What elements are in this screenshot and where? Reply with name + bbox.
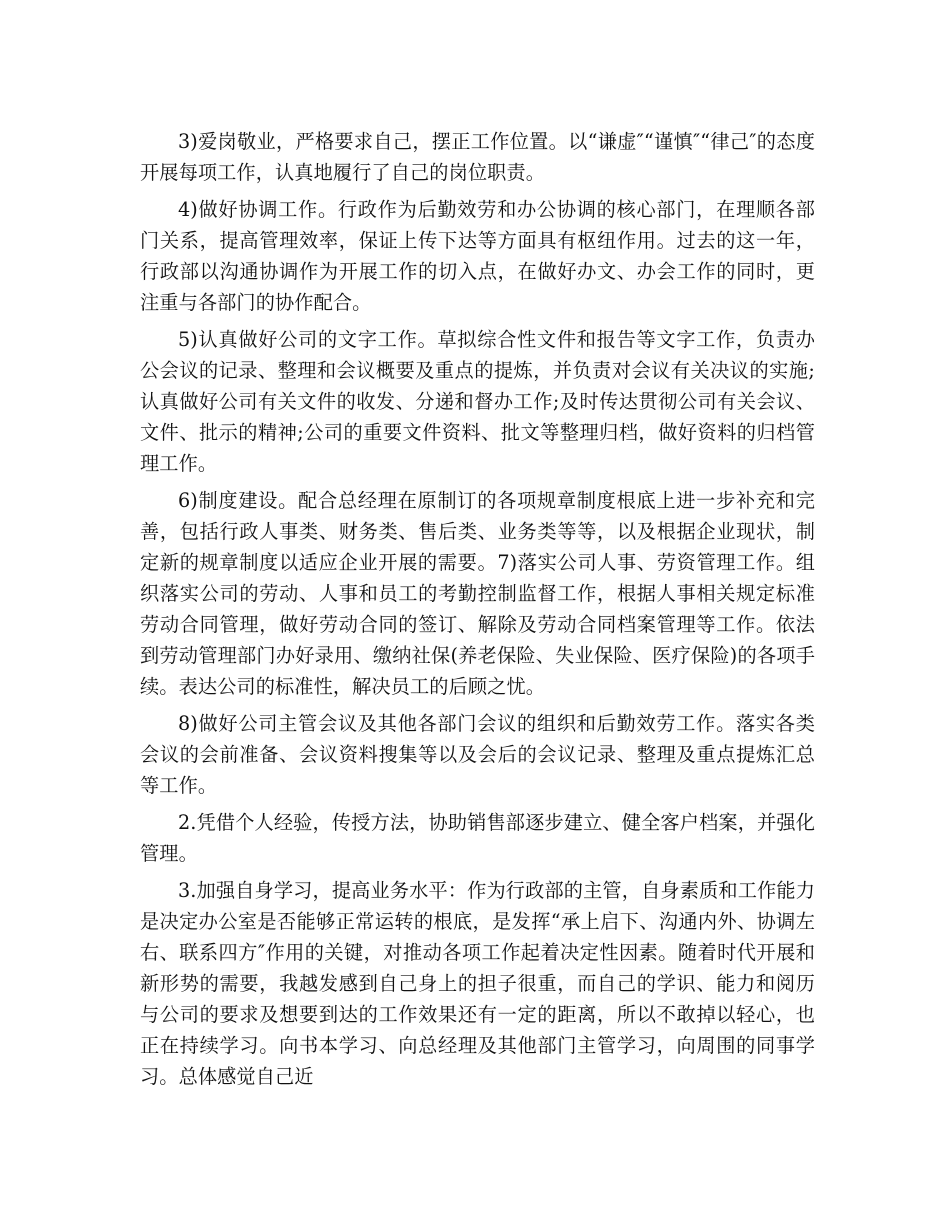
paragraph-8-meetings: 8)做好公司主管会议及其他各部门会议的组织和后勤效劳工作。落实各类会议的会前准备、会议资料搜集等以及会后的会议记录、整理及重点提炼汇总等工作。 [140, 712, 815, 797]
paragraph-4-coordination: 4)做好协调工作。行政作为后勤效劳和办公协调的核心部门，在理顺各部门关系，提高管理效率，保证上传下达等方面具有枢纽作用。过去的这一年，行政部以沟通协调作为开展工作的切入点，在做好办文、办会工作的同时，更注重与各部门的协作配合。 [140, 198, 815, 314]
paragraph-6-system-building: 6)制度建设。配合总经理在原制订的各项规章制度根底上进一步补充和完善，包括行政人事类、财务类、售后类、业务类等等，以及根据企业现状，制定新的规章制度以适应企业开展的需要。7)落实公司人事、劳资管理工作。组织落实公司的劳动、人事和员工的考勤控制监督工作，根据人事相关规定标准劳动合同管理，做好劳动合同的签订、解除及劳动合同档案管理等工作。依法到劳动管理部门办好录用、缴纳社保(养老保险、失业保险、医疗保险)的各项手续。表达公司的标准性，解决员工的后顾之忧。 [140, 489, 815, 698]
paragraph-3-self-study: 3.加强自身学习，提高业务水平：作为行政部的主管，自身素质和工作能力是决定办公室是否能够正常运转的根底，是发挥“承上启下、沟通内外、协调左右、联系四方″作用的关键，对推动各项工作起着决定性因素。随着时代开展和新形势的需要，我越发感到自己身上的担子很重，而自己的学识、能力和阅历与公司的要求及想要到达的工作效果还有一定的距离，所以不敢掉以轻心，也正在持续学习。向书本学习、向总经理及其他部门主管学习，向周围的同事学习。总体感觉自己近 [140, 879, 815, 1088]
document-body [140, 126, 815, 1098]
paragraph-3-dedication: 3)爱岗敬业，严格要求自己，摆正工作位置。以“谦虚″“谨慎″“律己″的态度开展每项工作，认真地履行了自己的岗位职责。 [140, 130, 815, 184]
paragraph-5-writing-work: 5)认真做好公司的文字工作。草拟综合性文件和报告等文字工作，负责办公会议的记录、整理和会议概要及重点的提炼，并负责对会议有关决议的实施;认真做好公司有关文件的收发、分递和督办工作;及时传达贯彻公司有关会议、文件、批示的精神;公司的重要文件资料、批文等整理归档，做好资料的归档管理工作。 [140, 328, 815, 475]
paragraph-2-customer-files: 2.凭借个人经验，传授方法，协助销售部逐步建立、健全客户档案，并强化管理。 [140, 811, 815, 865]
